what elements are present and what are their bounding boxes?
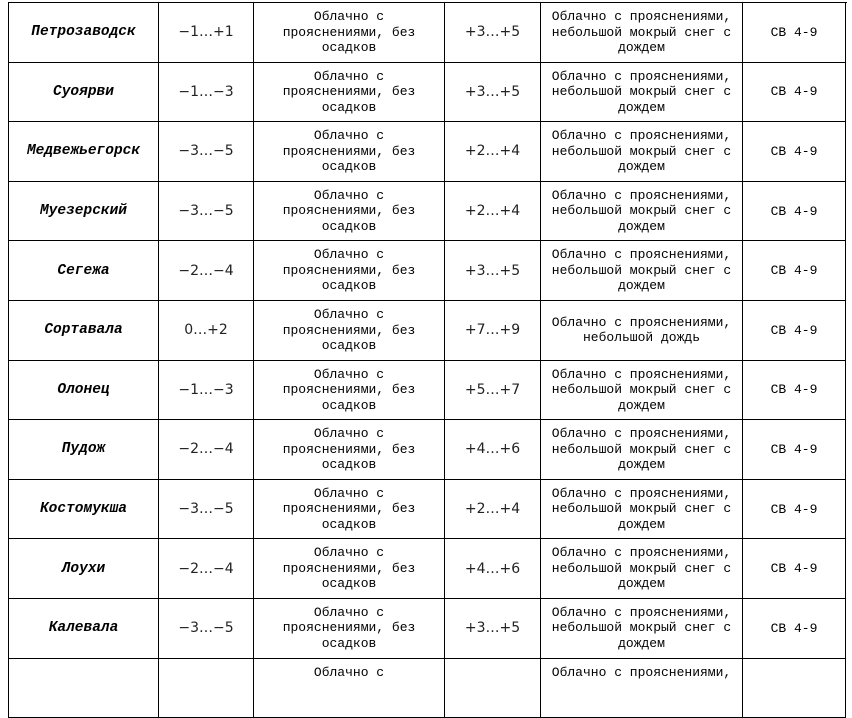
wind: СВ 4-9 (770, 561, 818, 577)
wind-cell (743, 539, 846, 599)
day-temperature: +3…+5 (464, 620, 521, 637)
day-conditions-cell (541, 122, 743, 182)
table-row (9, 301, 847, 361)
city-name: Муезерский (39, 203, 127, 220)
city-name: Медвежьегорск (26, 143, 141, 160)
night-conditions: Облачно с прояснениями, без осадков (282, 545, 416, 592)
city-name-cell (9, 3, 159, 63)
day-conditions-cell (541, 63, 743, 123)
day-conditions-cell (541, 539, 743, 599)
wind-cell (743, 420, 846, 480)
night-temperature: −3…−5 (178, 203, 234, 220)
table-row (9, 241, 847, 301)
night-conditions-cell (254, 480, 445, 540)
table-row (9, 182, 847, 242)
table-row (9, 361, 847, 421)
wind: СВ 4-9 (770, 263, 818, 279)
night-temperature-cell (159, 659, 254, 718)
city-name: Лоухи (61, 560, 106, 577)
night-temperature-cell (159, 122, 254, 182)
day-conditions: Облачно с прояснениями, небольшой мокрый снег с дождем (551, 426, 732, 473)
night-conditions: Облачно с прояснениями, без осадков (282, 485, 416, 532)
night-temperature-cell (159, 539, 254, 599)
table-row (9, 599, 847, 659)
city-name-cell (9, 599, 159, 659)
night-conditions: Облачно с прояснениями, без осадков (282, 604, 416, 651)
day-conditions-cell (541, 659, 743, 718)
table-row (9, 480, 847, 540)
wind: СВ 4-9 (770, 143, 818, 159)
city-name-cell (9, 301, 159, 361)
city-name: Калевала (48, 620, 119, 637)
day-conditions: Облачно с прояснениями, небольшой мокрый снег с дождем (551, 247, 732, 294)
night-conditions-cell (254, 63, 445, 123)
night-conditions-cell (254, 361, 445, 421)
city-name-cell (9, 122, 159, 182)
night-conditions-cell (254, 182, 445, 242)
day-temperature: +7…+9 (464, 322, 521, 339)
day-temperature-cell (445, 659, 541, 718)
wind: СВ 4-9 (770, 322, 818, 338)
night-temperature-cell (159, 301, 254, 361)
wind-cell (743, 599, 846, 659)
day-conditions: Облачно с прояснениями, (551, 664, 732, 680)
night-temperature-cell (159, 3, 254, 63)
night-temperature-cell (159, 420, 254, 480)
night-temperature-cell (159, 182, 254, 242)
night-conditions: Облачно с прояснениями, без осадков (282, 366, 416, 413)
day-temperature-cell (445, 480, 541, 540)
wind: СВ 4-9 (770, 203, 818, 219)
night-temperature-cell (159, 63, 254, 123)
table-row (9, 659, 847, 718)
day-temperature: +2…+4 (464, 203, 521, 220)
night-temperature: −1…−3 (178, 83, 234, 100)
day-temperature-cell (445, 182, 541, 242)
day-conditions: Облачно с прояснениями, небольшой мокрый снег с дождем (551, 366, 732, 413)
day-temperature-cell (445, 599, 541, 659)
day-conditions: Облачно с прояснениями, небольшой мокрый снег с дождем (551, 604, 732, 651)
wind-cell (743, 480, 846, 540)
night-temperature: −1…+1 (178, 24, 234, 41)
night-temperature-cell (159, 599, 254, 659)
night-conditions-cell (254, 241, 445, 301)
day-temperature-cell (445, 241, 541, 301)
day-temperature: +2…+4 (464, 143, 521, 160)
day-temperature-cell (445, 3, 541, 63)
night-temperature: −2…−4 (178, 262, 234, 279)
day-conditions-cell (541, 480, 743, 540)
wind-cell (743, 301, 846, 361)
day-temperature-cell (445, 63, 541, 123)
day-conditions-cell (541, 241, 743, 301)
table-row (9, 63, 847, 123)
wind-cell (743, 659, 846, 718)
night-conditions: Облачно с прояснениями, без осадков (282, 187, 416, 234)
night-temperature: 0…+2 (184, 322, 228, 339)
day-temperature: +3…+5 (464, 83, 521, 100)
city-name: Сегежа (57, 262, 110, 279)
table-row (9, 539, 847, 599)
night-conditions-cell (254, 659, 445, 718)
city-name: Костомукша (39, 501, 127, 518)
weather-forecast-table (8, 2, 847, 718)
day-temperature-cell (445, 539, 541, 599)
day-conditions: Облачно с прояснениями, небольшой мокрый снег с дождем (551, 9, 732, 56)
day-temperature-cell (445, 301, 541, 361)
day-conditions: Облачно с прояснениями, небольшой мокрый снег с дождем (551, 545, 732, 592)
city-name-cell (9, 420, 159, 480)
wind: СВ 4-9 (770, 84, 818, 100)
day-conditions: Облачно с прояснениями, небольшой мокрый снег с дождем (551, 485, 732, 532)
city-name-cell (9, 361, 159, 421)
day-temperature: +5…+7 (464, 381, 521, 398)
night-temperature: −2…−4 (178, 441, 234, 458)
night-temperature: −2…−4 (178, 560, 234, 577)
city-name-cell (9, 480, 159, 540)
day-temperature: +3…+5 (464, 24, 521, 41)
night-conditions: Облачно с прояснениями, без осадков (282, 247, 416, 294)
night-temperature-cell (159, 361, 254, 421)
wind-cell (743, 122, 846, 182)
table-row (9, 3, 847, 63)
day-temperature: +4…+6 (464, 560, 521, 577)
day-conditions: Облачно с прояснениями, небольшой мокрый снег с дождем (551, 128, 732, 175)
wind-cell (743, 182, 846, 242)
day-conditions-cell (541, 599, 743, 659)
wind-cell (743, 3, 846, 63)
day-conditions: Облачно с прояснениями, небольшой дождь (551, 314, 732, 346)
day-conditions-cell (541, 301, 743, 361)
night-conditions: Облачно с (313, 664, 385, 680)
wind-cell (743, 63, 846, 123)
table-row (9, 122, 847, 182)
city-name: Сортавала (44, 322, 123, 339)
city-name: Пудож (61, 441, 106, 458)
night-temperature: −3…−5 (178, 143, 234, 160)
wind-cell (743, 361, 846, 421)
night-conditions: Облачно с прояснениями, без осадков (282, 68, 416, 115)
night-temperature-cell (159, 480, 254, 540)
day-conditions-cell (541, 182, 743, 242)
wind: СВ 4-9 (770, 620, 818, 636)
night-conditions-cell (254, 599, 445, 659)
city-name-cell (9, 182, 159, 242)
table-row (9, 420, 847, 480)
wind-cell (743, 241, 846, 301)
city-name: Олонец (57, 381, 110, 398)
day-temperature-cell (445, 420, 541, 480)
night-conditions: Облачно с прояснениями, без осадков (282, 307, 416, 354)
night-conditions: Облачно с прояснениями, без осадков (282, 128, 416, 175)
day-conditions: Облачно с прояснениями, небольшой мокрый снег с дождем (551, 68, 732, 115)
day-temperature-cell (445, 361, 541, 421)
day-temperature: +3…+5 (464, 262, 521, 279)
day-conditions: Облачно с прояснениями, небольшой мокрый снег с дождем (551, 187, 732, 234)
wind: СВ 4-9 (770, 441, 818, 457)
city-name-cell (9, 539, 159, 599)
night-temperature: −1…−3 (178, 381, 234, 398)
night-conditions: Облачно с прояснениями, без осадков (282, 9, 416, 56)
night-conditions-cell (254, 301, 445, 361)
night-temperature: −3…−5 (178, 620, 234, 637)
day-temperature-cell (445, 122, 541, 182)
night-conditions-cell (254, 420, 445, 480)
day-conditions-cell (541, 420, 743, 480)
wind: СВ 4-9 (770, 24, 818, 40)
city-name-cell (9, 63, 159, 123)
wind: СВ 4-9 (770, 501, 818, 517)
day-temperature: +4…+6 (464, 441, 521, 458)
night-conditions: Облачно с прояснениями, без осадков (282, 426, 416, 473)
wind: СВ 4-9 (770, 382, 818, 398)
city-name-cell (9, 241, 159, 301)
night-temperature: −3…−5 (178, 501, 234, 518)
day-temperature: +2…+4 (464, 501, 521, 518)
city-name-cell (9, 659, 159, 718)
night-temperature-cell (159, 241, 254, 301)
day-conditions-cell (541, 3, 743, 63)
day-conditions-cell (541, 361, 743, 421)
night-conditions-cell (254, 122, 445, 182)
city-name: Суоярви (53, 83, 114, 100)
night-conditions-cell (254, 539, 445, 599)
night-conditions-cell (254, 3, 445, 63)
city-name: Петрозаводск (31, 24, 136, 41)
